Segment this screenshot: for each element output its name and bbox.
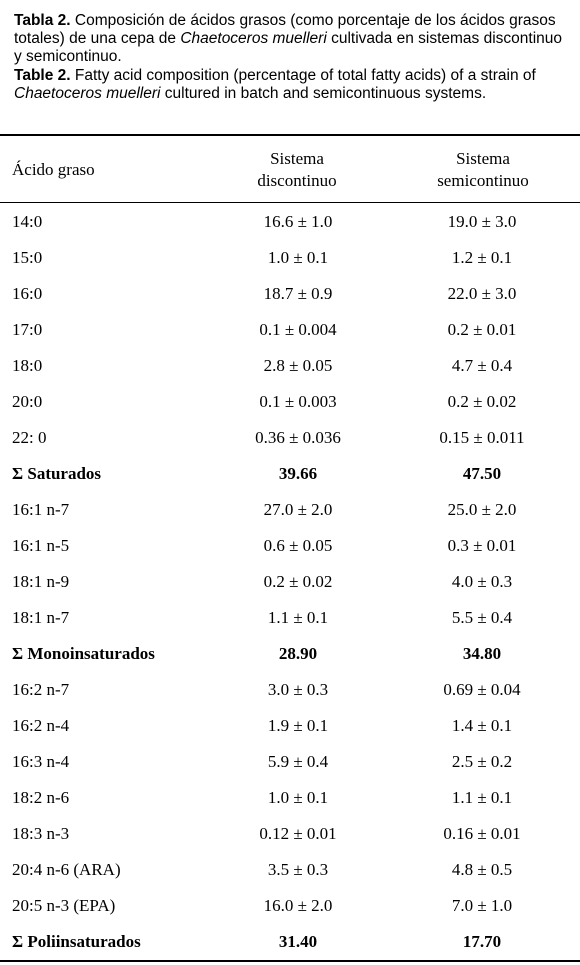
cell-acid: 18:1 n-7 — [12, 608, 70, 627]
cell-batch: 16.6 ± 1.0 — [263, 212, 333, 231]
cell-semicontinuous: 2.5 ± 0.2 — [451, 752, 513, 771]
table-row — [0, 349, 580, 385]
table-top-rule — [0, 134, 580, 136]
cell-acid: 18:3 n-3 — [12, 824, 70, 843]
cell-batch: 0.6 ± 0.05 — [263, 536, 333, 555]
cell-acid: Σ Saturados — [12, 464, 102, 483]
cell-acid: 16:1 n-7 — [12, 500, 70, 519]
cell-acid: Σ Poliinsaturados — [12, 932, 141, 951]
table-total-row — [0, 925, 580, 961]
table-row — [0, 421, 580, 457]
cell-acid: 18:1 n-9 — [12, 572, 70, 591]
cell-semicontinuous: 5.5 ± 0.4 — [451, 608, 513, 627]
cell-acid: 14:0 — [12, 212, 43, 231]
table-row — [0, 745, 580, 781]
cell-acid: 22: 0 — [12, 428, 47, 447]
table-row — [0, 493, 580, 529]
table-row — [0, 673, 580, 709]
caption-es-text-end: cultivada en sistemas discontinuo y semicontinuo. — [14, 30, 563, 66]
cell-batch: 18.7 ± 0.9 — [263, 284, 333, 303]
cell-semicontinuous: 0.2 ± 0.01 — [447, 320, 517, 339]
cell-batch: 3.5 ± 0.3 — [267, 860, 329, 879]
cell-semicontinuous: 25.0 ± 2.0 — [447, 500, 517, 519]
caption-en-species: Chaetoceros muelleri — [14, 84, 161, 102]
caption-spanish — [14, 12, 574, 67]
cell-batch: 31.40 — [278, 932, 318, 951]
caption-english — [14, 67, 574, 103]
cell-acid: Σ Monoinsaturados — [12, 644, 155, 663]
table-row — [0, 889, 580, 925]
table-row — [0, 781, 580, 817]
cell-semicontinuous: 0.16 ± 0.01 — [443, 824, 521, 843]
table-row — [0, 385, 580, 421]
table-caption — [14, 12, 574, 103]
cell-acid: 17:0 — [12, 320, 43, 339]
cell-semicontinuous: 1.2 ± 0.1 — [451, 248, 513, 267]
cell-batch: 5.9 ± 0.4 — [267, 752, 329, 771]
cell-semicontinuous: 34.80 — [462, 644, 502, 663]
cell-semicontinuous: 22.0 ± 3.0 — [447, 284, 517, 303]
caption-es-label: Tabla 2. — [14, 12, 71, 29]
cell-batch: 28.90 — [278, 644, 318, 663]
cell-semicontinuous: 0.69 ± 0.04 — [443, 680, 521, 699]
caption-en-label: Table 2. — [14, 66, 71, 84]
table-total-row — [0, 457, 580, 493]
cell-batch: 0.36 ± 0.036 — [255, 428, 341, 447]
cell-acid: 20:5 n-3 (EPA) — [12, 896, 116, 915]
caption-en-text-end: cultured in batch and semicontinuous systems. — [160, 84, 487, 102]
cell-batch: 16.0 ± 2.0 — [263, 896, 333, 915]
table-row — [0, 205, 580, 241]
header-semi-line2: semicontinuo — [437, 171, 529, 190]
table-row — [0, 529, 580, 565]
cell-semicontinuous: 7.0 ± 1.0 — [451, 896, 513, 915]
cell-semicontinuous: 1.4 ± 0.1 — [451, 716, 513, 735]
table-row — [0, 277, 580, 313]
header-batch — [222, 148, 372, 192]
header-semi-line1: Sistema — [456, 149, 510, 168]
cell-batch: 3.0 ± 0.3 — [267, 680, 329, 699]
cell-semicontinuous: 17.70 — [462, 932, 502, 951]
cell-acid: 20:0 — [12, 392, 43, 411]
table-row — [0, 565, 580, 601]
caption-en-text: Fatty acid composition (percentage of total fatty acids) of a strain of — [70, 66, 536, 84]
table-header-rule — [0, 202, 580, 203]
cell-semicontinuous: 1.1 ± 0.1 — [451, 788, 513, 807]
cell-semicontinuous: 4.0 ± 0.3 — [451, 572, 513, 591]
cell-acid: 15:0 — [12, 248, 43, 267]
cell-semicontinuous: 0.2 ± 0.02 — [447, 392, 517, 411]
caption-es-text: Composición de ácidos grasos (como porcentaje de los ácidos grasos totales) de una cepa de — [14, 12, 556, 48]
cell-semicontinuous: 19.0 ± 3.0 — [447, 212, 517, 231]
cell-batch: 1.0 ± 0.1 — [267, 788, 329, 807]
table-row — [0, 313, 580, 349]
table-row — [0, 709, 580, 745]
cell-acid: 20:4 n-6 (ARA) — [12, 860, 121, 879]
cell-semicontinuous: 4.7 ± 0.4 — [451, 356, 513, 375]
cell-acid: 18:0 — [12, 356, 43, 375]
cell-batch: 0.12 ± 0.01 — [259, 824, 337, 843]
cell-semicontinuous: 4.8 ± 0.5 — [451, 860, 513, 879]
cell-batch: 0.1 ± 0.004 — [259, 320, 337, 339]
cell-batch: 0.1 ± 0.003 — [259, 392, 337, 411]
table-row — [0, 601, 580, 637]
table-total-row — [0, 637, 580, 673]
header-semicontinuous — [408, 148, 558, 192]
header-batch-line2: discontinuo — [257, 171, 337, 190]
header-batch-line1: Sistema — [270, 149, 324, 168]
table-row — [0, 853, 580, 889]
cell-semicontinuous: 0.3 ± 0.01 — [447, 536, 517, 555]
cell-batch: 27.0 ± 2.0 — [263, 500, 333, 519]
cell-acid: 16:2 n-4 — [12, 716, 70, 735]
table-row — [0, 817, 580, 853]
cell-acid: 16:1 n-5 — [12, 536, 70, 555]
cell-acid: 16:3 n-4 — [12, 752, 70, 771]
cell-batch: 0.2 ± 0.02 — [263, 572, 333, 591]
cell-acid: 16:0 — [12, 284, 43, 303]
table-header — [0, 144, 580, 200]
cell-batch: 39.66 — [278, 464, 318, 483]
cell-batch: 1.1 ± 0.1 — [267, 608, 329, 627]
header-acid: Ácido graso — [12, 160, 95, 179]
cell-batch: 1.9 ± 0.1 — [267, 716, 329, 735]
cell-semicontinuous: 0.15 ± 0.011 — [439, 428, 525, 447]
table-row — [0, 241, 580, 277]
table-body — [0, 205, 580, 961]
cell-semicontinuous: 47.50 — [462, 464, 502, 483]
table-bottom-rule — [0, 960, 580, 962]
caption-es-species: Chaetoceros muelleri — [180, 30, 327, 48]
cell-batch: 2.8 ± 0.05 — [263, 356, 333, 375]
cell-batch: 1.0 ± 0.1 — [267, 248, 329, 267]
cell-acid: 16:2 n-7 — [12, 680, 70, 699]
cell-acid: 18:2 n-6 — [12, 788, 70, 807]
